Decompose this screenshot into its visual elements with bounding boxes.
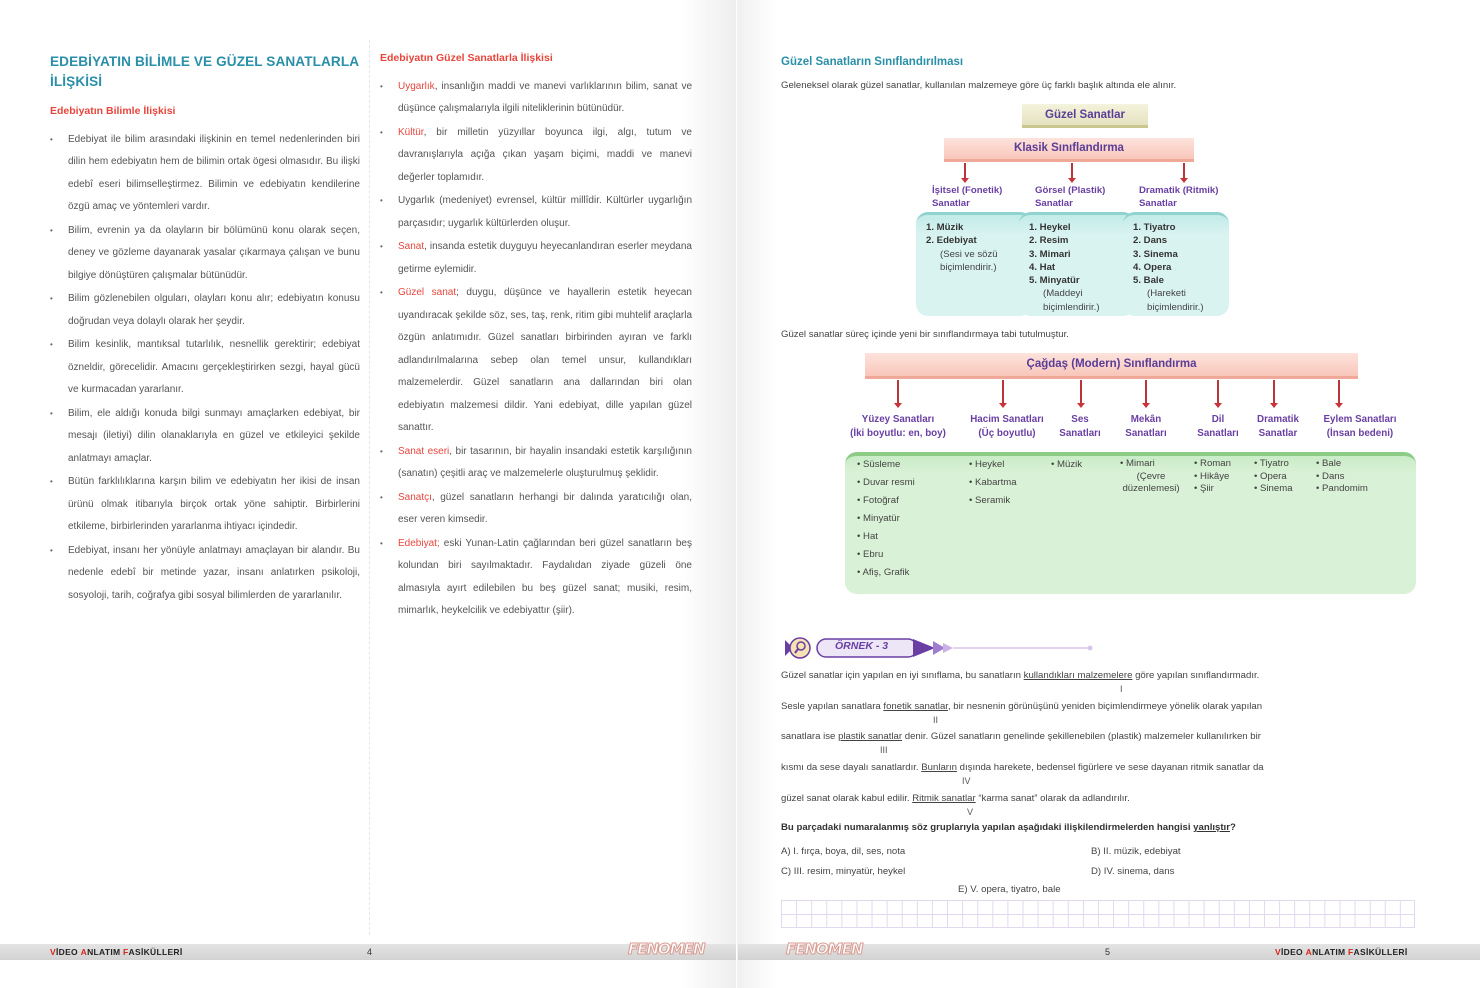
category-note: biçimlendirir.) (1147, 301, 1204, 313)
category-note: (Sesi ve sözü (940, 248, 998, 260)
category-title-line2: Sanatlar (1035, 198, 1073, 209)
fine-arts-bullets (380, 76, 692, 623)
column-divider (369, 40, 370, 935)
passage-line (781, 762, 1264, 773)
arrow-down-icon (1217, 380, 1219, 404)
modern-item: • Müzik (1051, 459, 1083, 470)
keyword: Sanatçı (398, 491, 432, 503)
fenomen-logo: FENOMEN (628, 940, 705, 958)
passage-text: dışında harekete, bedensel figürlere ve sese dayanan ritmik sanatlar da (956, 762, 1264, 773)
list-item: • Bilim gözlenebilen olguları, olayları konu alır; edebiyatın konusu doğrudan veya dolaylı olarak her şeydir. (50, 288, 360, 333)
category-note: (Maddeyi (1043, 288, 1083, 300)
classic-category-title (932, 184, 1002, 210)
passage-line (781, 670, 1259, 681)
category-item: 5. Bale (1133, 275, 1164, 287)
category-title-line1: Ses (1071, 414, 1089, 425)
modern-items-column (1120, 458, 1182, 496)
category-item: 1. Müzik (926, 222, 964, 233)
category-title-line2: (İki boyutlu: en, boy) (850, 428, 946, 439)
page-title: EDEBİYATIN BİLİMLE VE GÜZEL SANATLARLA İLİŞKİSİ (50, 54, 359, 89)
modern-item: • Minyatür (857, 513, 900, 524)
arrow-down-icon (1183, 163, 1185, 179)
modern-item: düzenlemesi) (1122, 483, 1180, 494)
option-a[interactable]: A) I. fırça, boya, dil, ses, nota (781, 846, 906, 857)
science-bullets (50, 129, 360, 608)
example-badge (785, 636, 1095, 660)
modern-item: • Ebru (857, 549, 884, 560)
modern-item: • Duvar resmi (857, 477, 915, 488)
section-science (50, 100, 360, 608)
underlined-phrase: Ritmik sanatlar (912, 793, 976, 804)
classic-category-box (1019, 212, 1135, 316)
category-item: 2. Dans (1133, 235, 1168, 247)
passage-line (781, 793, 1130, 804)
list-item: • Bilim, evrenin ya da olayların bir bölümünü konu olarak seçen, deney ve gözleme dayanarak yasalar çıkarmaya çalışan ve bunu bilgiye dönüştüren çalışmalar bütünüdür. (50, 220, 360, 288)
left-page (0, 0, 736, 988)
category-title-line1: Dil (1211, 414, 1225, 425)
answer-grid (781, 900, 1415, 928)
magnifier-circle (790, 638, 810, 658)
classic-classification-band: Klasik Sınıflandırma (944, 138, 1194, 162)
modern-items-column (1051, 456, 1082, 474)
category-title-line2: Sanatları (1059, 428, 1101, 439)
classic-category-box (916, 212, 1032, 316)
bullet-text: , bir tasarının, bir hayalin insandaki estetik karşılığının (sanatın) çeşitli araç ve malzemelerle oluşturulmuş şeklidir. (398, 445, 692, 479)
category-item: 3. Mimari (1029, 248, 1071, 260)
category-title-line1: İşitsel (Fonetik) (932, 185, 1003, 196)
category-note: (Hareketi (1147, 288, 1186, 300)
footer-bar (0, 940, 736, 960)
modern-item: • Hat (857, 531, 878, 542)
keyword: Kültür (398, 126, 424, 138)
keyword: Güzel sanat (398, 287, 457, 298)
category-item: 4. Hat (1029, 261, 1056, 273)
category-title-line2: Sanatları (1197, 428, 1239, 439)
modern-item: • Hikâye (1194, 470, 1230, 482)
modern-item: • Afiş, Grafik (857, 567, 910, 578)
modern-item: • Süsleme (857, 459, 901, 470)
passage-text: , bir nesnenin görünüşünü yeniden biçimlendirmeye yönelik olarak yapılan (947, 701, 1263, 712)
example-label: ÖRNEK - 3 (835, 640, 889, 652)
page-number: 4 (367, 947, 373, 957)
option-e[interactable]: E) V. opera, tiyatro, bale (958, 884, 1061, 895)
bullet-text: , insanlığın maddi ve manevi varlıklarının bilim, sanat ve düşünce çalışmalarıyla ilgili niteliklerinin bütünüdür. (398, 80, 692, 114)
list-item: • Bilim kesinlik, mantıksal tutarlılık, nesnellik gerektirir; edebiyat özneldir, görecelidir. Amacını gerçekleştirirken sezgi, hayal gücü ve kurmacadan yararlanır. (50, 334, 360, 402)
passage-text: kısmı da sese dayalı sanatlardır. (781, 762, 922, 773)
question-text: Bu parçadaki numaralanmış söz gruplarıyla yapılan aşağıdaki ilişkilendirmelerden hangisi yanlıştır? (781, 822, 1236, 833)
modern-item: • Heykel (969, 459, 1005, 470)
category-item: 1. Heykel (1029, 222, 1071, 233)
modern-item: • Seramik (969, 495, 1011, 506)
modern-item: • Tiyatro (1254, 458, 1289, 469)
category-title-line1: Dramatik (1257, 414, 1299, 425)
category-item: 4. Opera (1133, 261, 1172, 273)
modern-items-column (1194, 458, 1231, 496)
category-item: 3. Sinema (1133, 248, 1178, 260)
modern-items-column (1254, 458, 1293, 496)
modern-items-column (969, 456, 1017, 510)
roman-numeral: IV (962, 776, 971, 786)
category-title-line1: Eylem Sanatları (1323, 414, 1397, 425)
list-item (380, 441, 692, 486)
modern-item: • Pandomim (1316, 483, 1368, 494)
section-heading-science: Edebiyatın Bilimle İlişkisi (50, 105, 176, 117)
arrow-down-icon (1145, 380, 1147, 404)
passage-text: “karma sanat” olarak da adlandırılır. (975, 793, 1130, 804)
modern-category-title (1300, 413, 1420, 441)
roman-numeral: V (967, 807, 974, 817)
underlined-phrase: kullandıkları malzemelere (1023, 670, 1133, 681)
transition-text: Güzel sanatlar süreç içinde yeni bir sınıflandırmaya tabi tutulmuştur. (781, 329, 1069, 340)
category-item: 2. Edebiyat (926, 235, 977, 247)
list-item (380, 282, 692, 440)
category-title-line1: Görsel (Plastik) (1035, 185, 1106, 196)
bullet-text: ; duygu, düşünce ve hayallerin estetik heyecan uyandıracak şekilde söz, ses, taş, renk, ritim gibi muhtelif araçlarla özgün anlatımıdır. Güzel sanatları birbirinden ayıran ve farklı adlandırılmalarına sebep olan temel unsur, kullandıkları malzemelerdir. Güzel sanatların ana dallarından biri olan edebiyatın malzemesi dildir. Yani edebiyat, dille yapılan güzel sanattır. (398, 287, 692, 433)
option-c[interactable]: C) III. resim, minyatür, heykel (781, 866, 906, 877)
list-item (380, 236, 692, 281)
passage-text: Güzel sanatlar için yapılan en iyi sınıflama, bu sanatların (781, 670, 1024, 681)
passage-text: denir. Güzel sanatların genelinde şekillenebilen (plastik) malzemeler kullanılırken bir (902, 731, 1261, 742)
option-d[interactable]: D) IV. sinema, dans (1091, 866, 1175, 877)
footer-bar-right (738, 940, 1480, 960)
list-item (380, 190, 692, 235)
underlined-phrase: Bunların (921, 762, 957, 773)
underlined-phrase: plastik sanatlar (838, 731, 903, 742)
option-b[interactable]: B) II. müzik, edebiyat (1091, 846, 1181, 857)
keyword: Edebiyat; (398, 537, 440, 549)
category-item: 5. Minyatür (1029, 275, 1080, 287)
list-item (380, 76, 692, 121)
modern-item: (Çevre (1136, 470, 1166, 482)
footer-series-title: VİDEO ANLATIM FASİKÜLLERİ (1275, 947, 1408, 957)
footer-series-title: VİDEO ANLATIM FASİKÜLLERİ (50, 947, 183, 957)
arrow-down-icon (1002, 380, 1004, 404)
arrow-down-icon (897, 380, 899, 404)
modern-item: • Bale (1316, 458, 1342, 469)
category-item: 1. Tiyatro (1133, 222, 1176, 233)
roman-numeral: II (933, 715, 939, 725)
modern-item: • Fotoğraf (857, 495, 899, 506)
modern-category-title (838, 413, 958, 441)
category-title-line2: Sanatlar (1139, 198, 1177, 209)
classic-category-box (1123, 212, 1229, 316)
modern-item: • Roman (1194, 458, 1231, 469)
category-title-line1: Dramatik (Ritmik) (1139, 185, 1219, 196)
keyword: Uygarlık (398, 80, 435, 92)
keyword: Sanat eseri (398, 445, 450, 457)
passage-line (781, 731, 1261, 742)
arrow-down-icon (1273, 380, 1275, 404)
list-item (380, 487, 692, 532)
modern-item: • Kabartma (969, 477, 1017, 488)
keyword: Sanat (398, 241, 425, 252)
passage-text: sanatlara ise (781, 731, 839, 742)
underlined-phrase: fonetik sanatlar (883, 701, 948, 712)
classic-category-title (1139, 184, 1218, 210)
roman-numeral: I (1120, 684, 1123, 694)
modern-item: • Sinema (1254, 483, 1293, 494)
list-item: • Edebiyat ile bilim arasındaki ilişkinin en temel nedenlerinden biri dilin hem edebiyatın hem de bilimin ortak ögesi olmasıdır. Bu ilişki edebî eseri bilimselleştirmez. Bilimin ve edebiyatın kendilerine özgü amaç ve yöntemleri vardır. (50, 129, 360, 219)
category-title-line2: (İnsan bedeni) (1326, 428, 1394, 439)
modern-item: • Opera (1254, 470, 1287, 482)
bullet-text: , insanda estetik duyguyu heyecanlandıran eserler meydana getirme eylemidir. (398, 241, 692, 275)
bullet-text: Uygarlık (medeniyet) evrensel, kültür millîdir. Kültürler uygarlığın parçasıdır; uygarlık kültürlerden oluşur. (398, 195, 692, 229)
section-title-classification: Güzel Sanatların Sınıflandırılması (781, 56, 964, 68)
root-box-fine-arts: Güzel Sanatlar (1022, 104, 1148, 128)
arrow-down-icon (1071, 163, 1073, 179)
category-title-line1: Yüzey Sanatları (861, 414, 935, 425)
arrow-down-icon (1080, 380, 1082, 404)
fenomen-logo: FENOMEN (786, 940, 863, 958)
list-item: • Bilim, ele aldığı konuda bilgi sunmayı amaçlarken edebiyat, bir mesajı (iletiyi) dilin olanaklarıyla en güzel ve etkileyici şekilde anlatmayı amaçlar. (50, 403, 360, 471)
category-note: biçimlendirir.) (940, 261, 997, 273)
category-item: 2. Resim (1029, 235, 1069, 247)
intro-text: Geleneksel olarak güzel sanatlar, kullanılan malzemeye göre üç farklı başlık altında ele alınır. (781, 80, 1177, 91)
bullet-text: , güzel sanatların herhangi bir dalında yaratıcılığı olan, eser veren kimsedir. (398, 491, 692, 525)
section-fine-arts (380, 47, 692, 624)
category-title-line1: Hacim Sanatları (970, 414, 1044, 425)
category-title-line2: Sanatlar (932, 198, 970, 209)
classic-category-title (1035, 184, 1105, 210)
passage-text: göre yapılan sınıflandırmadır. (1132, 670, 1260, 681)
modern-items-column (857, 456, 915, 582)
list-item: • Edebiyat, insanı her yönüyle anlatmayı amaçlayan bir alandır. Bu nedenle edebî bir metinde yazar, insanı anlatırken psikoloji, sosyoloji, tarih, coğrafya gibi sosyal bilimlerden de yararlanılır. (50, 540, 360, 608)
list-item: • Bütün farklılıklarına karşın bilim ve edebiyatın her ikisi de insan ürünü olmak itibarıyla birçok ortak yöne sahiptir. Birbirlerini etkileme, birbirlerinden yararlanma ihtiyacı içindedir. (50, 471, 360, 539)
passage-line (781, 701, 1262, 712)
modern-item: • Mimari (1120, 458, 1155, 469)
arrow-down-icon (964, 163, 966, 179)
modern-items-column (1316, 458, 1368, 496)
passage-text: güzel sanat olarak kabul edilir. (781, 793, 913, 804)
list-item (380, 122, 692, 190)
category-title-line2: Sanatlar (1258, 428, 1298, 439)
section-heading-fine-arts: Edebiyatın Güzel Sanatlarla İlişkisi (380, 52, 553, 64)
bullet-text: , bir milletin yüzyıllar boyunca ilgi, algı, tutum ve davranışlarıyla açığa çıkan yaşam biçimi, maddi ve manevi değerler toplamıdır. (398, 126, 692, 183)
category-title-line2: Sanatları (1125, 428, 1167, 439)
category-title-line2: (Üç boyutlu) (978, 428, 1036, 439)
bullet-text: eski Yunan-Latin çağlarından beri güzel sanatların beş kolundan biri sayılmaktadır. Faydalıdan ziyade güzeli öne almasıyla ayırt edilebilen bu beş güzel sanat; musiki, resim, mimarlık, heykelcilik ve edebiyattır (şiir). (398, 537, 692, 616)
category-note: biçimlendirir.) (1043, 301, 1100, 313)
roman-numeral: III (880, 745, 888, 755)
passage-text: Sesle yapılan sanatlara (781, 701, 884, 712)
arrow-down-icon (1338, 380, 1340, 404)
modern-item: • Şiir (1194, 483, 1214, 494)
modern-item: • Dans (1316, 470, 1345, 482)
page-number: 5 (1105, 947, 1111, 957)
list-item (380, 533, 692, 623)
modern-classification-band: Çağdaş (Modern) Sınıflandırma (865, 353, 1358, 379)
category-title-line1: Mekân (1130, 414, 1162, 425)
